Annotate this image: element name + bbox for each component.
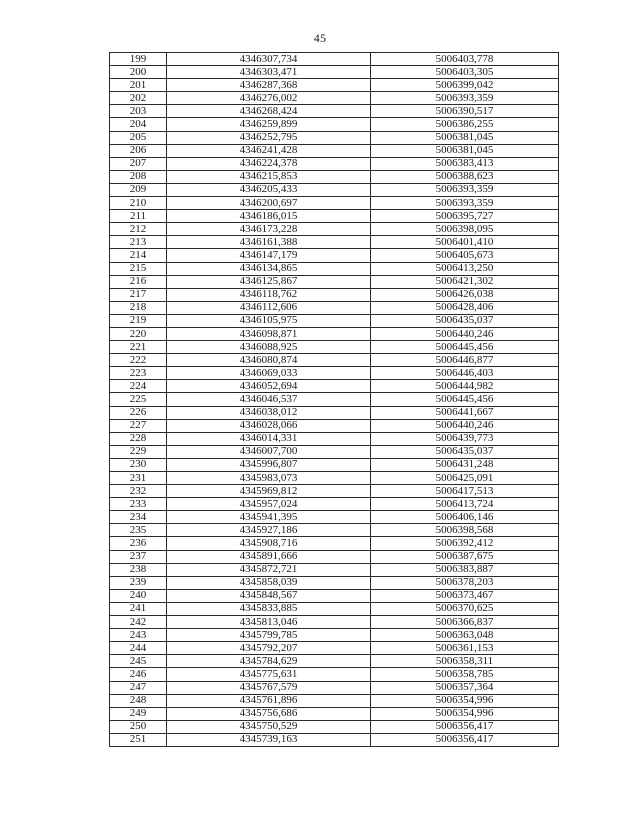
x-coordinate-cell: 4346303,471 — [167, 66, 371, 79]
table-row — [110, 576, 559, 589]
point-number-cell: 222 — [110, 354, 167, 367]
point-number-cell: 229 — [110, 445, 167, 458]
point-number-cell: 220 — [110, 327, 167, 340]
coordinates-table — [109, 52, 559, 747]
point-number-cell: 228 — [110, 432, 167, 445]
table-row — [110, 498, 559, 511]
x-coordinate-cell: 4345927,186 — [167, 524, 371, 537]
y-coordinate-cell: 5006446,403 — [371, 367, 559, 380]
y-coordinate-cell: 5006445,456 — [371, 341, 559, 354]
x-coordinate-cell: 4345750,529 — [167, 720, 371, 733]
x-coordinate-cell: 4346287,368 — [167, 79, 371, 92]
x-coordinate-cell: 4346147,179 — [167, 249, 371, 262]
y-coordinate-cell: 5006370,625 — [371, 602, 559, 615]
point-number-cell: 230 — [110, 458, 167, 471]
x-coordinate-cell: 4345739,163 — [167, 733, 371, 746]
y-coordinate-cell: 5006441,667 — [371, 406, 559, 419]
point-number-cell: 204 — [110, 118, 167, 131]
point-number-cell: 235 — [110, 524, 167, 537]
point-number-cell: 200 — [110, 66, 167, 79]
y-coordinate-cell: 5006393,359 — [371, 197, 559, 210]
y-coordinate-cell: 5006401,410 — [371, 236, 559, 249]
point-number-cell: 213 — [110, 236, 167, 249]
point-number-cell: 227 — [110, 419, 167, 432]
point-number-cell: 248 — [110, 694, 167, 707]
y-coordinate-cell: 5006366,837 — [371, 616, 559, 629]
y-coordinate-cell: 5006413,724 — [371, 498, 559, 511]
point-number-cell: 214 — [110, 249, 167, 262]
y-coordinate-cell: 5006354,996 — [371, 707, 559, 720]
y-coordinate-cell: 5006426,038 — [371, 288, 559, 301]
y-coordinate-cell: 5006417,513 — [371, 485, 559, 498]
table-row — [110, 314, 559, 327]
x-coordinate-cell: 4346259,899 — [167, 118, 371, 131]
y-coordinate-cell: 5006381,045 — [371, 131, 559, 144]
x-coordinate-cell: 4345858,039 — [167, 576, 371, 589]
y-coordinate-cell: 5006435,037 — [371, 445, 559, 458]
table-row — [110, 550, 559, 563]
y-coordinate-cell: 5006386,255 — [371, 118, 559, 131]
x-coordinate-cell: 4345983,073 — [167, 472, 371, 485]
table-row — [110, 380, 559, 393]
point-number-cell: 212 — [110, 223, 167, 236]
x-coordinate-cell: 4346118,762 — [167, 288, 371, 301]
table-row — [110, 223, 559, 236]
x-coordinate-cell: 4345941,395 — [167, 511, 371, 524]
x-coordinate-cell: 4346276,002 — [167, 92, 371, 105]
point-number-cell: 215 — [110, 262, 167, 275]
y-coordinate-cell: 5006421,302 — [371, 275, 559, 288]
point-number-cell: 211 — [110, 210, 167, 223]
x-coordinate-cell: 4346088,925 — [167, 341, 371, 354]
y-coordinate-cell: 5006381,045 — [371, 144, 559, 157]
point-number-cell: 221 — [110, 341, 167, 354]
table-row — [110, 367, 559, 380]
table-row — [110, 563, 559, 576]
table-row — [110, 275, 559, 288]
point-number-cell: 205 — [110, 131, 167, 144]
point-number-cell: 223 — [110, 367, 167, 380]
table-row — [110, 458, 559, 471]
table-row — [110, 288, 559, 301]
x-coordinate-cell: 4345799,785 — [167, 629, 371, 642]
y-coordinate-cell: 5006428,406 — [371, 301, 559, 314]
y-coordinate-cell: 5006431,248 — [371, 458, 559, 471]
x-coordinate-cell: 4346215,853 — [167, 170, 371, 183]
y-coordinate-cell: 5006413,250 — [371, 262, 559, 275]
x-coordinate-cell: 4346224,378 — [167, 157, 371, 170]
table-row — [110, 432, 559, 445]
point-number-cell: 237 — [110, 550, 167, 563]
point-number-cell: 219 — [110, 314, 167, 327]
x-coordinate-cell: 4346014,331 — [167, 432, 371, 445]
table-row — [110, 733, 559, 746]
table-row — [110, 589, 559, 602]
point-number-cell: 240 — [110, 589, 167, 602]
x-coordinate-cell: 4345813,046 — [167, 616, 371, 629]
x-coordinate-cell: 4346307,734 — [167, 53, 371, 66]
y-coordinate-cell: 5006388,623 — [371, 170, 559, 183]
point-number-cell: 207 — [110, 157, 167, 170]
x-coordinate-cell: 4346205,433 — [167, 183, 371, 196]
x-coordinate-cell: 4346046,537 — [167, 393, 371, 406]
y-coordinate-cell: 5006398,568 — [371, 524, 559, 537]
table-row — [110, 655, 559, 668]
y-coordinate-cell: 5006406,146 — [371, 511, 559, 524]
table-row — [110, 301, 559, 314]
table-row — [110, 511, 559, 524]
table-row — [110, 144, 559, 157]
x-coordinate-cell: 4345775,631 — [167, 668, 371, 681]
x-coordinate-cell: 4346080,874 — [167, 354, 371, 367]
y-coordinate-cell: 5006387,675 — [371, 550, 559, 563]
point-number-cell: 249 — [110, 707, 167, 720]
x-coordinate-cell: 4346173,228 — [167, 223, 371, 236]
y-coordinate-cell: 5006378,203 — [371, 576, 559, 589]
coordinates-table-body — [110, 53, 559, 747]
point-number-cell: 224 — [110, 380, 167, 393]
table-row — [110, 341, 559, 354]
table-row — [110, 419, 559, 432]
x-coordinate-cell: 4346112,606 — [167, 301, 371, 314]
x-coordinate-cell: 4346186,015 — [167, 210, 371, 223]
x-coordinate-cell: 4345833,885 — [167, 602, 371, 615]
y-coordinate-cell: 5006435,037 — [371, 314, 559, 327]
y-coordinate-cell: 5006425,091 — [371, 472, 559, 485]
point-number-cell: 234 — [110, 511, 167, 524]
x-coordinate-cell: 4345996,807 — [167, 458, 371, 471]
x-coordinate-cell: 4346268,424 — [167, 105, 371, 118]
table-row — [110, 668, 559, 681]
y-coordinate-cell: 5006383,887 — [371, 563, 559, 576]
y-coordinate-cell: 5006440,246 — [371, 327, 559, 340]
point-number-cell: 243 — [110, 629, 167, 642]
table-row — [110, 118, 559, 131]
y-coordinate-cell: 5006395,727 — [371, 210, 559, 223]
point-number-cell: 245 — [110, 655, 167, 668]
table-row — [110, 262, 559, 275]
x-coordinate-cell: 4346241,428 — [167, 144, 371, 157]
y-coordinate-cell: 5006439,773 — [371, 432, 559, 445]
y-coordinate-cell: 5006357,364 — [371, 681, 559, 694]
y-coordinate-cell: 5006358,785 — [371, 668, 559, 681]
x-coordinate-cell: 4346052,694 — [167, 380, 371, 393]
x-coordinate-cell: 4346028,066 — [167, 419, 371, 432]
table-row — [110, 393, 559, 406]
table-row — [110, 66, 559, 79]
y-coordinate-cell: 5006373,467 — [371, 589, 559, 602]
y-coordinate-cell: 5006383,413 — [371, 157, 559, 170]
table-row — [110, 537, 559, 550]
table-row — [110, 197, 559, 210]
point-number-cell: 203 — [110, 105, 167, 118]
x-coordinate-cell: 4346252,795 — [167, 131, 371, 144]
point-number-cell: 238 — [110, 563, 167, 576]
x-coordinate-cell: 4346200,697 — [167, 197, 371, 210]
point-number-cell: 251 — [110, 733, 167, 746]
point-number-cell: 217 — [110, 288, 167, 301]
x-coordinate-cell: 4345848,567 — [167, 589, 371, 602]
table-row — [110, 445, 559, 458]
x-coordinate-cell: 4345957,024 — [167, 498, 371, 511]
y-coordinate-cell: 5006398,095 — [371, 223, 559, 236]
table-row — [110, 642, 559, 655]
y-coordinate-cell: 5006356,417 — [371, 720, 559, 733]
table-row — [110, 354, 559, 367]
point-number-cell: 209 — [110, 183, 167, 196]
table-row — [110, 681, 559, 694]
point-number-cell: 233 — [110, 498, 167, 511]
table-row — [110, 524, 559, 537]
table-row — [110, 249, 559, 262]
x-coordinate-cell: 4345969,812 — [167, 485, 371, 498]
table-row — [110, 472, 559, 485]
x-coordinate-cell: 4346098,871 — [167, 327, 371, 340]
point-number-cell: 236 — [110, 537, 167, 550]
point-number-cell: 250 — [110, 720, 167, 733]
y-coordinate-cell: 5006356,417 — [371, 733, 559, 746]
y-coordinate-cell: 5006361,153 — [371, 642, 559, 655]
point-number-cell: 210 — [110, 197, 167, 210]
point-number-cell: 199 — [110, 53, 167, 66]
x-coordinate-cell: 4345872,721 — [167, 563, 371, 576]
x-coordinate-cell: 4345891,666 — [167, 550, 371, 563]
x-coordinate-cell: 4346105,975 — [167, 314, 371, 327]
point-number-cell: 231 — [110, 472, 167, 485]
table-row — [110, 616, 559, 629]
point-number-cell: 208 — [110, 170, 167, 183]
y-coordinate-cell: 5006445,456 — [371, 393, 559, 406]
point-number-cell: 216 — [110, 275, 167, 288]
x-coordinate-cell: 4345756,686 — [167, 707, 371, 720]
x-coordinate-cell: 4346161,388 — [167, 236, 371, 249]
point-number-cell: 225 — [110, 393, 167, 406]
table-row — [110, 210, 559, 223]
table-row — [110, 327, 559, 340]
point-number-cell: 218 — [110, 301, 167, 314]
x-coordinate-cell: 4345784,629 — [167, 655, 371, 668]
y-coordinate-cell: 5006440,246 — [371, 419, 559, 432]
table-row — [110, 170, 559, 183]
point-number-cell: 244 — [110, 642, 167, 655]
point-number-cell: 232 — [110, 485, 167, 498]
table-row — [110, 629, 559, 642]
x-coordinate-cell: 4345792,207 — [167, 642, 371, 655]
y-coordinate-cell: 5006446,877 — [371, 354, 559, 367]
point-number-cell: 241 — [110, 602, 167, 615]
table-row — [110, 53, 559, 66]
y-coordinate-cell: 5006405,673 — [371, 249, 559, 262]
x-coordinate-cell: 4346125,867 — [167, 275, 371, 288]
table-row — [110, 105, 559, 118]
y-coordinate-cell: 5006399,042 — [371, 79, 559, 92]
y-coordinate-cell: 5006393,359 — [371, 92, 559, 105]
table-row — [110, 92, 559, 105]
y-coordinate-cell: 5006390,517 — [371, 105, 559, 118]
x-coordinate-cell: 4345761,896 — [167, 694, 371, 707]
point-number-cell: 247 — [110, 681, 167, 694]
x-coordinate-cell: 4346038,012 — [167, 406, 371, 419]
y-coordinate-cell: 5006444,982 — [371, 380, 559, 393]
point-number-cell: 239 — [110, 576, 167, 589]
point-number-cell: 226 — [110, 406, 167, 419]
table-row — [110, 694, 559, 707]
point-number-cell: 206 — [110, 144, 167, 157]
table-row — [110, 720, 559, 733]
y-coordinate-cell: 5006403,305 — [371, 66, 559, 79]
table-row — [110, 602, 559, 615]
point-number-cell: 242 — [110, 616, 167, 629]
x-coordinate-cell: 4346069,033 — [167, 367, 371, 380]
x-coordinate-cell: 4345767,579 — [167, 681, 371, 694]
y-coordinate-cell: 5006358,311 — [371, 655, 559, 668]
table-row — [110, 707, 559, 720]
y-coordinate-cell: 5006363,048 — [371, 629, 559, 642]
table-row — [110, 406, 559, 419]
table-row — [110, 183, 559, 196]
x-coordinate-cell: 4346134,865 — [167, 262, 371, 275]
x-coordinate-cell: 4345908,716 — [167, 537, 371, 550]
y-coordinate-cell: 5006403,778 — [371, 53, 559, 66]
table-row — [110, 79, 559, 92]
y-coordinate-cell: 5006354,996 — [371, 694, 559, 707]
x-coordinate-cell: 4346007,700 — [167, 445, 371, 458]
point-number-cell: 246 — [110, 668, 167, 681]
point-number-cell: 201 — [110, 79, 167, 92]
table-row — [110, 157, 559, 170]
page-number: 45 — [313, 31, 327, 45]
y-coordinate-cell: 5006392,412 — [371, 537, 559, 550]
table-row — [110, 485, 559, 498]
y-coordinate-cell: 5006393,359 — [371, 183, 559, 196]
point-number-cell: 202 — [110, 92, 167, 105]
table-row — [110, 131, 559, 144]
table-row — [110, 236, 559, 249]
